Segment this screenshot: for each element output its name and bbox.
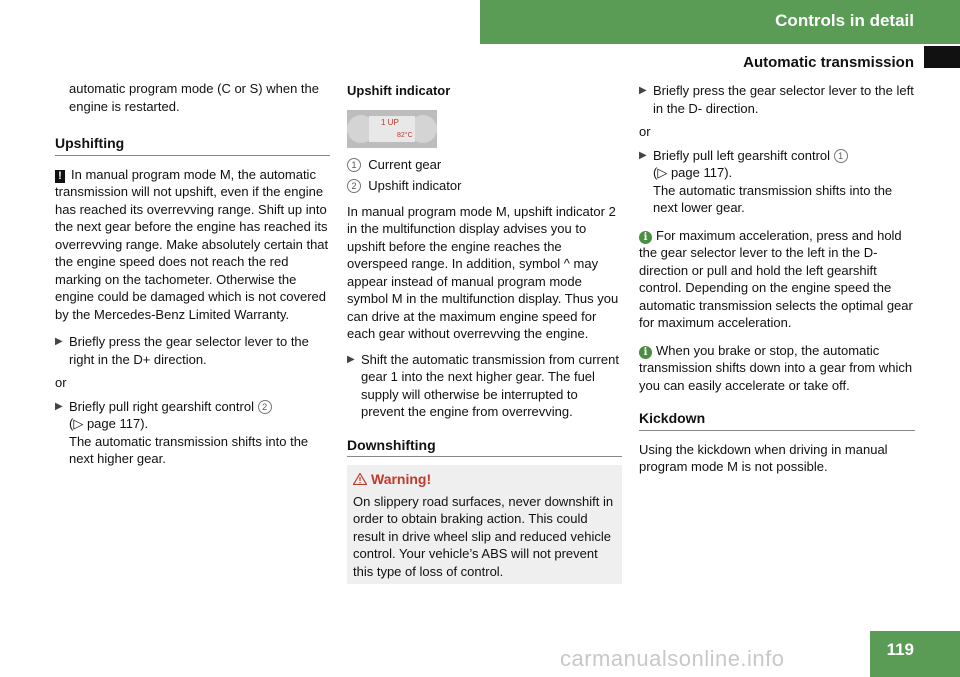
intro-text: automatic program mode (C or S) when the engine is restarted. [69,81,319,114]
section-marker [924,46,960,68]
arrow-bullet-icon: ▶ [55,400,63,412]
note-text: In manual program mode M, the automatic transmission will not upshift, even if the engine has reached its overrevving range. Shift up into the next gear before the engine has reached its overrevving range. Make absolutely certain that the engine speed does not reach the red marking on the tachometer. Otherwise the engine could be damaged which is not covered by the Mercedes-Benz Limited Warranty. [55,166,329,322]
info-icon: i [639,346,652,359]
bullet-result: The automatic transmission shifts into the next lower gear. [653,182,893,215]
exclamation-icon: ! [55,170,65,183]
warning-triangle-icon [353,473,367,485]
info-paragraph [639,227,915,332]
warning-title: Warning! [371,471,432,487]
display-gear-text: 1 UP [381,117,399,127]
callout-number: 2 [347,179,361,193]
bullet-item [639,82,915,117]
bullet-item [55,333,330,368]
warning-box [347,465,622,584]
bullet-text: Briefly press the gear selector lever to the right in the D+ direction. [69,334,309,367]
note-paragraph [55,166,330,324]
display-temp-text: 82°C [397,131,413,139]
page-reference: (▷ page 117). [653,165,733,180]
arrow-bullet-icon: ▶ [55,336,63,347]
or-text: or [639,124,651,139]
column-left [55,80,330,468]
upshift-paragraph: In manual program mode M, upshift indicator 2 in the multifunction display advises you to upshift before the engine reaches the overspeed range. In addition, symbol ^ may appear instead of manual program mode symbol M in the multifunction display. Thus you can drive at the maximum engine speed for each gear without overrevving the engine. [347,203,619,341]
section-title: Controls in detail [775,11,914,30]
heading-kickdown: Kickdown [639,410,915,431]
column-right [639,80,915,476]
display-illustration [347,110,437,148]
info-text: When you brake or stop, the automatic transmission shifts down into a gear from which you can easily accelerate or take off. [639,342,913,393]
page-reference: (▷ page 117). [69,416,149,431]
arrow-bullet-icon: ▶ [639,149,647,161]
bullet-result: The automatic transmission shifts into the next higher gear. [69,433,309,466]
bullet-text: Briefly pull right gearshift control [69,398,254,414]
kickdown-text: Using the kickdown when driving in manual program mode M is not possible. [639,441,888,474]
arrow-bullet-icon: ▶ [639,85,647,96]
arrow-bullet-icon: ▶ [347,353,355,365]
page-number: 119 [886,640,914,659]
bullet-text: Briefly pull left gearshift control [653,147,831,163]
heading-upshift-indicator: Upshift indicator [347,83,451,98]
bullet-item [639,147,915,217]
bullet-item [55,398,330,468]
callout-number: 1 [347,158,361,172]
legend-text: Upshift indicator [368,178,462,193]
warning-text: On slippery road surfaces, never downshift in order to obtain braking action. This could result in drive wheel slip and reduced vehicle control. Your vehicle’s ABS will not prevent this type of loss of control. [353,493,614,579]
heading-upshifting: Upshifting [55,135,330,156]
info-paragraph [639,342,915,395]
bullet-item [347,351,622,421]
legend-item [347,156,622,174]
legend-text: Current gear [368,156,442,172]
legend-item [347,177,622,195]
column-middle [347,80,622,584]
page-subtitle: Automatic transmission [743,54,914,71]
callout-number: 1 [834,149,848,163]
bullet-text: Shift the automatic transmission from current gear 1 into the next higher gear. The fuel supply will otherwise be interrupted to prevent the engine from overrevving. [361,351,619,419]
watermark: carmanualsonline.info [560,646,785,671]
callout-number: 2 [258,400,272,414]
info-icon: i [639,231,652,244]
section-header-tab [480,0,960,44]
page-number-tab [870,631,960,677]
warning-title-row [353,471,616,489]
info-text: For maximum acceleration, press and hold the gear selector lever to the left in the D- direction or pull and hold the left gearshift control. Depending on the engine speed the automatic transmission selects the optimal gear for maximum acceleration. [639,227,913,330]
bullet-text: Briefly press the gear selector lever to the left in the D- direction. [653,83,914,116]
or-text: or [55,375,67,390]
heading-downshifting: Downshifting [347,437,622,458]
